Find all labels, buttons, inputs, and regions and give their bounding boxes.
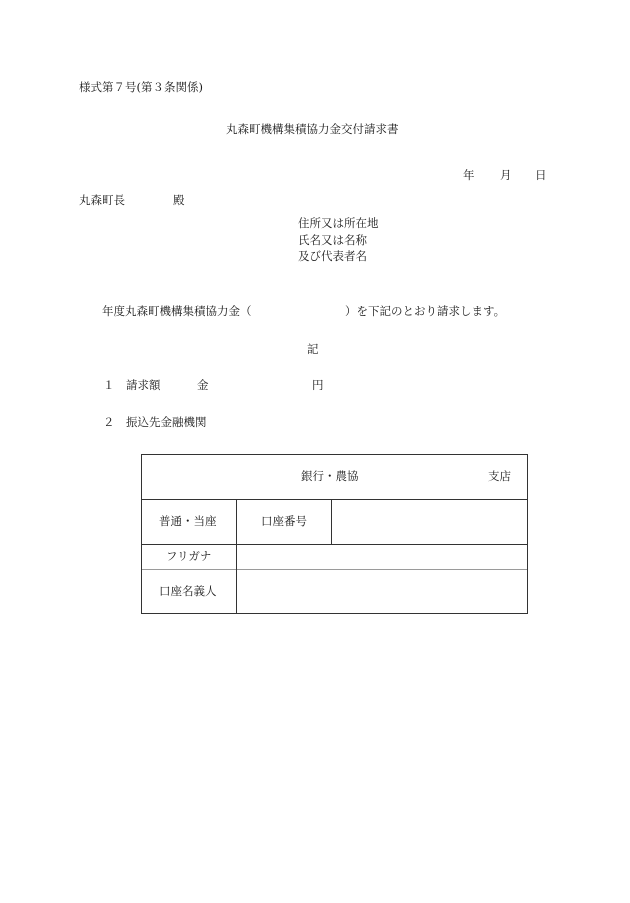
addressee-name: 丸森町長 — [79, 193, 125, 207]
item2-number: ２ — [103, 415, 115, 429]
date-day-label: 日 — [535, 168, 547, 182]
account-number-label: 口座番号 — [261, 514, 307, 528]
request-text-suffix: ）を下記のとおり請求します。 — [345, 304, 506, 318]
date-month-label: 月 — [500, 168, 512, 182]
account-type-label: 普通・当座 — [159, 514, 217, 528]
bank-label: 銀行・農協 — [301, 469, 359, 483]
representative-label: 及び代表者名 — [298, 249, 367, 263]
name-label: 氏名又は名称 — [298, 233, 367, 247]
account-holder-label: 口座名義人 — [159, 584, 217, 598]
form-number: 様式第７号(第３条関係) — [79, 80, 203, 94]
bank-table — [141, 454, 528, 614]
branch-label: 支店 — [488, 469, 511, 483]
table-divider — [331, 499, 332, 544]
table-divider — [236, 499, 237, 614]
table-divider — [142, 544, 527, 545]
item1-kin: 金 — [197, 378, 209, 392]
item1-number: １ — [103, 378, 115, 392]
page-title: 丸森町機構集積協力金交付請求書 — [226, 122, 399, 136]
furigana-label: フリガナ — [166, 549, 212, 563]
date-year-label: 年 — [463, 168, 475, 182]
ki-heading: 記 — [307, 342, 319, 356]
table-divider — [142, 499, 527, 500]
request-text-prefix: 年度丸森町機構集積協力金（ — [102, 304, 252, 318]
addressee-honorific: 殿 — [173, 193, 185, 207]
item2-label: 振込先金融機関 — [126, 415, 207, 429]
address-label: 住所又は所在地 — [298, 216, 379, 230]
item1-label: 請求額 — [126, 378, 161, 392]
item1-yen: 円 — [312, 378, 324, 392]
table-divider — [142, 569, 527, 570]
